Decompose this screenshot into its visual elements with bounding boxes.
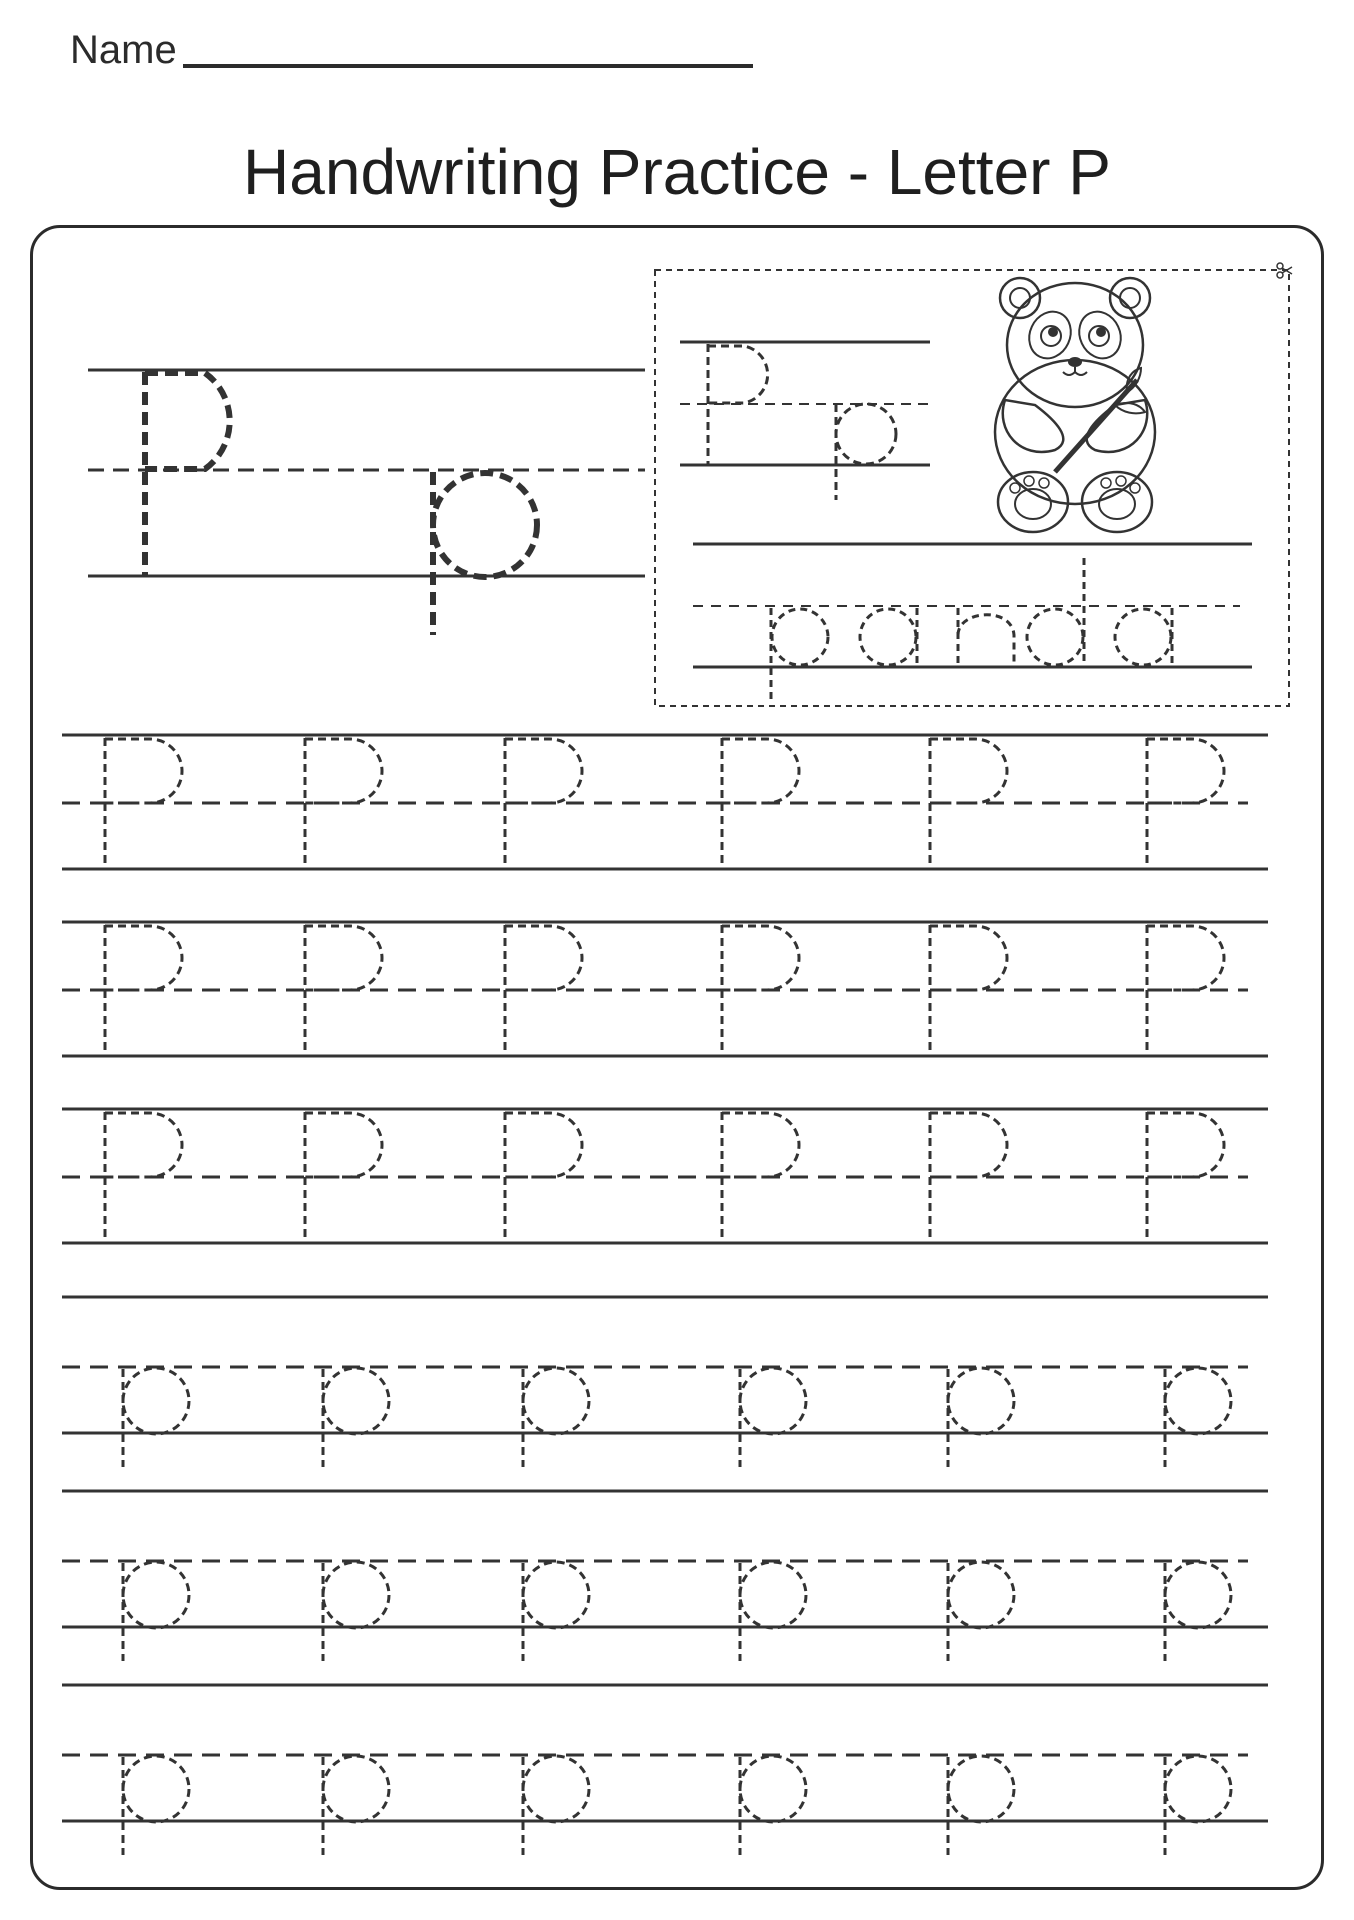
traceable-lowercase-p[interactable]	[123, 1368, 189, 1467]
traceable-lowercase-p[interactable]	[1165, 1368, 1231, 1467]
panda-illustration	[995, 278, 1155, 532]
lowercase-row	[62, 1491, 1268, 1661]
uppercase-row	[62, 922, 1268, 1056]
card-lowercase-p[interactable]	[836, 404, 896, 500]
traceable-uppercase-p[interactable]	[105, 738, 182, 867]
traceable-lowercase-p[interactable]	[1165, 1562, 1231, 1661]
traceable-uppercase-p[interactable]	[722, 738, 799, 867]
traceable-lowercase-p[interactable]	[740, 1368, 806, 1467]
cut-border	[655, 270, 1289, 706]
traceable-lowercase-p[interactable]	[323, 1562, 389, 1661]
traceable-lowercase-p[interactable]	[523, 1368, 589, 1467]
traceable-lowercase-p[interactable]	[433, 472, 537, 635]
traceable-lowercase-p[interactable]	[523, 1562, 589, 1661]
traceable-lowercase-p[interactable]	[948, 1562, 1014, 1661]
traceable-lowercase-p[interactable]	[1165, 1756, 1231, 1855]
page-title: Handwriting Practice - Letter P	[243, 136, 1111, 208]
traceable-lowercase-p[interactable]	[323, 1368, 389, 1467]
lowercase-practice-rows	[62, 1297, 1268, 1855]
uppercase-row	[62, 735, 1268, 869]
traceable-uppercase-p[interactable]	[722, 1112, 799, 1241]
traceable-lowercase-p[interactable]	[948, 1756, 1014, 1855]
traceable-lowercase-p[interactable]	[123, 1562, 189, 1661]
uppercase-row	[62, 1109, 1268, 1243]
cutout-card	[655, 263, 1292, 706]
traceable-word[interactable]	[771, 558, 1172, 700]
name-label: Name	[70, 28, 177, 72]
example-large-letters	[88, 370, 645, 635]
uppercase-practice-rows	[62, 735, 1268, 1243]
traceable-lowercase-p[interactable]	[123, 1756, 189, 1855]
traceable-lowercase-p[interactable]	[948, 1368, 1014, 1467]
traceable-lowercase-p[interactable]	[740, 1562, 806, 1661]
traceable-lowercase-p[interactable]	[523, 1756, 589, 1855]
traceable-uppercase-p[interactable]	[105, 925, 182, 1054]
traceable-uppercase-p[interactable]	[105, 1112, 182, 1241]
traceable-uppercase-p[interactable]	[722, 925, 799, 1054]
lowercase-row	[62, 1297, 1268, 1467]
traceable-uppercase-p[interactable]	[145, 372, 230, 575]
lowercase-row	[62, 1685, 1268, 1855]
traceable-lowercase-p[interactable]	[323, 1756, 389, 1855]
traceable-lowercase-p[interactable]	[740, 1756, 806, 1855]
